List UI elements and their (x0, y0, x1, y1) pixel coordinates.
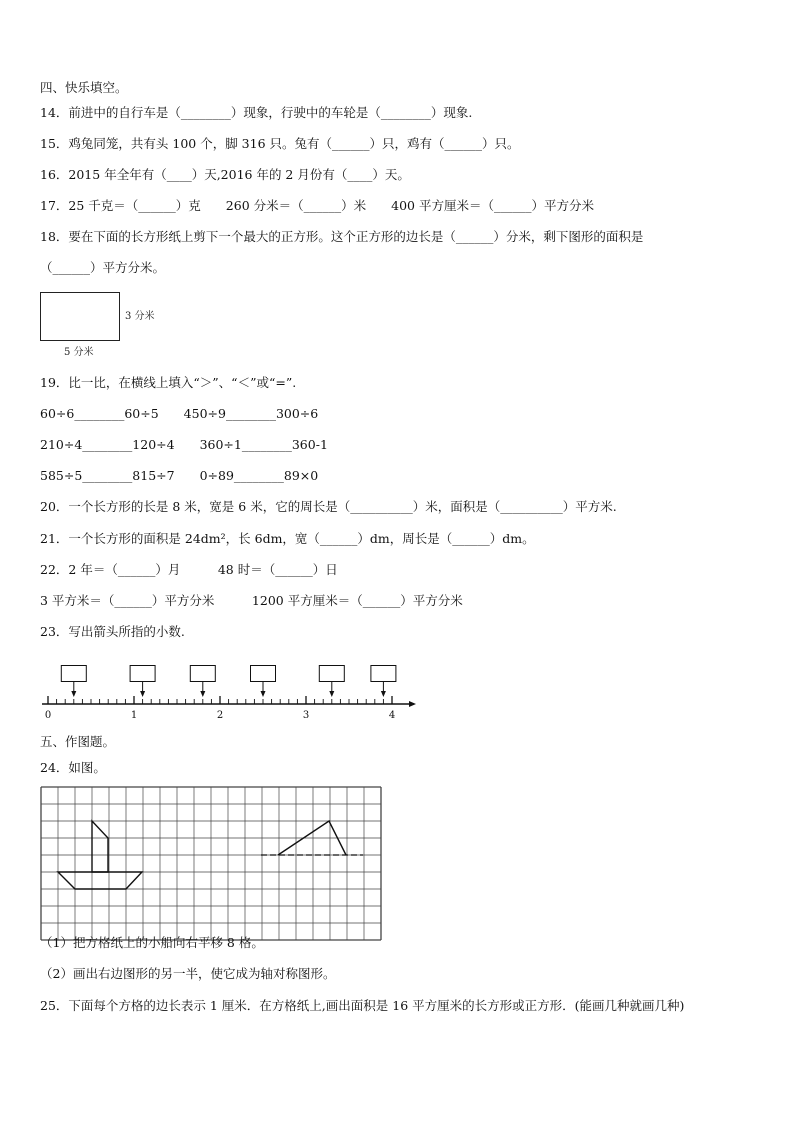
question-22-line-2: 3 平方米＝（______）平方分米 1200 平方厘米＝（______）平方分米 (40, 593, 463, 608)
question-22-line-1: 22．2 年＝（______）月 48 时＝（______）日 (40, 562, 338, 577)
boat-sail (92, 821, 108, 872)
question-24: 24．如图。 (40, 760, 106, 775)
question-25: 25．下面每个方格的边长表示 1 厘米．在方格纸上,画出面积是 16 平方厘米的长方形或正方形．(能画几种就画几种) (40, 998, 685, 1013)
tick-label: 3 (302, 710, 310, 721)
section-5-heading: 五、作图题。 (40, 734, 116, 749)
question-21: 21．一个长方形的面积是 24dm²，长 6dm，宽（______）dm，周长是（______）dm。 (40, 531, 535, 546)
question-17: 17．25 千克＝（______）克 260 分米＝（______）米 400 平方厘米＝（______）平方分米 (40, 198, 594, 213)
tick-label: 4 (388, 710, 396, 721)
question-20: 20．一个长方形的长是 8 米，宽是 6 米，它的周长是（__________）米，面积是（__________）平方米. (40, 499, 617, 514)
question-23: 23．写出箭头所指的小数. (40, 624, 185, 639)
question-24-sub-2: （2）画出右边图形的另一半，使它成为轴对称图形。 (40, 966, 336, 981)
question-19-intro: 19．比一比，在横线上填入“＞”、“＜”或“=”. (40, 375, 297, 390)
question-14: 14．前进中的自行车是（________）现象，行驶中的车轮是（________）现象. (40, 105, 473, 120)
question-16: 16．2015 年全年有（____）天,2016 年的 2 月份有（____）天。 (40, 167, 410, 182)
question-19-row-1: 60÷6________60÷5 450÷9________300÷6 (40, 406, 319, 421)
question-15: 15．鸡兔同笼，共有头 100 个，脚 316 只。兔有（______）只，鸡有（______）只。 (40, 136, 520, 151)
rectangle-height-label: 3 分米 (125, 311, 155, 322)
question-19-row-3: 585÷5________815÷7 0÷89________89×0 (40, 468, 319, 483)
section-4-heading: 四、快乐填空。 (40, 80, 128, 95)
tick-label: 1 (130, 710, 138, 721)
question-24-sub-1: （1）把方格纸上的小船向右平移 8 格。 (40, 935, 264, 950)
boat-hull (58, 872, 142, 889)
tick-label: 2 (216, 710, 224, 721)
rectangle-width-label: 5 分米 (64, 347, 94, 358)
question-19-row-2: 210÷4________120÷4 360÷1________360-1 (40, 437, 328, 452)
question-18-line-2: （______）平方分米。 (40, 260, 166, 275)
question-18-line-1: 18．要在下面的长方形纸上剪下一个最大的正方形。这个正方形的边长是（______）分米，剩下图形的面积是 (40, 229, 644, 244)
tick-label: 0 (44, 710, 52, 721)
